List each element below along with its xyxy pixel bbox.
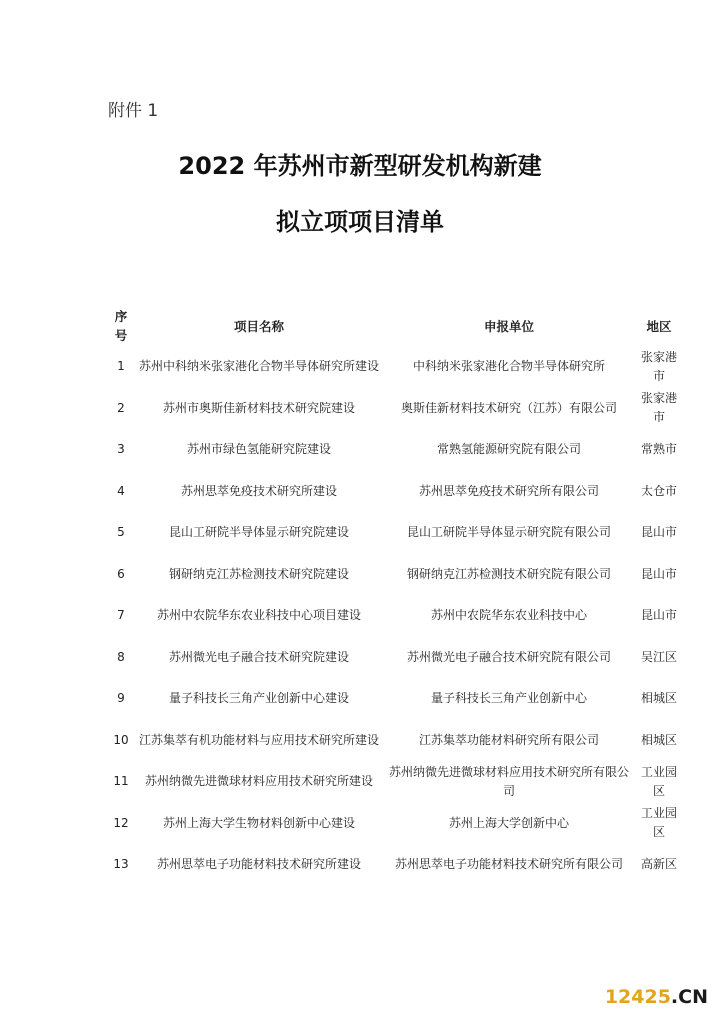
table-row — [108, 720, 684, 762]
row-project-name: 量子科技长三角产业创新中心建设 — [168, 691, 349, 706]
page-title-line-1: 2022 年苏州市新型研发机构新建 — [178, 152, 542, 180]
watermark-number: 12425 — [604, 986, 671, 1008]
row-applicant: 钢研纳克江苏检测技术研究院有限公司 — [406, 566, 611, 581]
row-region: 昆山市 — [640, 566, 677, 581]
row-index: 1 — [117, 359, 125, 374]
row-project-name: 苏州纳微先进微球材料应用技术研究所建设 — [144, 774, 373, 789]
header-index: 序号 — [114, 309, 128, 343]
row-index: 3 — [117, 442, 125, 457]
table-row — [108, 678, 684, 720]
row-index: 8 — [117, 649, 125, 664]
row-index: 2 — [117, 400, 125, 415]
header-region: 地区 — [646, 318, 672, 334]
header-applicant: 申报单位 — [483, 318, 534, 334]
row-project-name: 苏州上海大学生物材料创新中心建设 — [162, 815, 355, 830]
row-region: 相城区 — [640, 732, 677, 747]
table-row — [108, 637, 684, 679]
attachment-label: 附件 1 — [108, 101, 159, 121]
row-project-name: 苏州思萃免疫技术研究所建设 — [180, 483, 337, 498]
row-applicant: 苏州纳微先进微球材料应用技术研究所有限公司 — [388, 764, 629, 798]
row-project-name: 苏州中农院华东农业科技中心项目建设 — [156, 608, 361, 623]
row-index: 10 — [113, 732, 129, 747]
row-region: 高新区 — [640, 857, 677, 872]
row-index: 5 — [117, 525, 125, 540]
table-row — [108, 761, 684, 803]
table-row — [108, 595, 684, 637]
row-region: 吴江区 — [640, 649, 677, 664]
table-row — [108, 803, 684, 845]
row-applicant: 苏州微光电子融合技术研究院有限公司 — [406, 649, 611, 664]
row-region: 工业园区 — [640, 764, 677, 798]
row-region: 工业园区 — [640, 806, 677, 840]
row-region: 太仓市 — [640, 483, 677, 498]
row-index: 12 — [113, 815, 129, 830]
row-index: 4 — [117, 483, 125, 498]
row-index: 9 — [117, 691, 125, 706]
row-index: 6 — [117, 566, 125, 581]
table-row — [108, 388, 684, 430]
table-row — [108, 512, 684, 554]
table-row — [108, 346, 684, 388]
row-region: 张家港市 — [640, 391, 677, 425]
row-project-name: 苏州市奥斯佳新材料技术研究院建设 — [162, 400, 355, 415]
table-row — [108, 554, 684, 596]
row-applicant: 奥斯佳新材料技术研究（江苏）有限公司 — [400, 400, 617, 415]
row-project-name: 昆山工研院半导体显示研究院建设 — [168, 525, 349, 540]
row-project-name: 苏州微光电子融合技术研究院建设 — [168, 649, 349, 664]
table-row — [108, 429, 684, 471]
row-index: 11 — [113, 774, 129, 789]
row-applicant: 量子科技长三角产业创新中心 — [430, 691, 587, 706]
header-project-name: 项目名称 — [233, 318, 284, 334]
site-watermark — [605, 986, 708, 1008]
row-project-name: 苏州市绿色氢能研究院建设 — [186, 442, 331, 457]
row-project-name: 江苏集萃有机功能材料与应用技术研究所建设 — [138, 732, 379, 747]
table-header-row — [108, 306, 684, 346]
row-region: 昆山市 — [640, 608, 677, 623]
row-project-name: 苏州中科纳米张家港化合物半导体研究所建设 — [138, 359, 379, 374]
row-applicant: 常熟氢能源研究院有限公司 — [436, 442, 581, 457]
project-list-table — [108, 306, 684, 886]
row-applicant: 中科纳米张家港化合物半导体研究所 — [412, 359, 605, 374]
table-row — [108, 844, 684, 886]
row-region: 昆山市 — [640, 525, 677, 540]
row-applicant: 昆山工研院半导体显示研究院有限公司 — [406, 525, 611, 540]
row-region: 常熟市 — [640, 442, 677, 457]
row-index: 13 — [113, 857, 129, 872]
row-index: 7 — [117, 608, 125, 623]
row-applicant: 江苏集萃功能材料研究所有限公司 — [418, 732, 599, 747]
row-applicant: 苏州上海大学创新中心 — [448, 815, 569, 830]
row-applicant: 苏州思萃免疫技术研究所有限公司 — [418, 483, 599, 498]
watermark-domain: .CN — [670, 986, 708, 1008]
row-applicant: 苏州中农院华东农业科技中心 — [430, 608, 587, 623]
row-region: 相城区 — [640, 691, 677, 706]
row-applicant: 苏州思萃电子功能材料技术研究所有限公司 — [394, 857, 623, 872]
row-project-name: 苏州思萃电子功能材料技术研究所建设 — [156, 857, 361, 872]
table-row — [108, 471, 684, 513]
row-project-name: 钢研纳克江苏检测技术研究院建设 — [168, 566, 349, 581]
page-title-line-2: 拟立项项目清单 — [276, 208, 444, 236]
row-region: 张家港市 — [640, 349, 677, 383]
